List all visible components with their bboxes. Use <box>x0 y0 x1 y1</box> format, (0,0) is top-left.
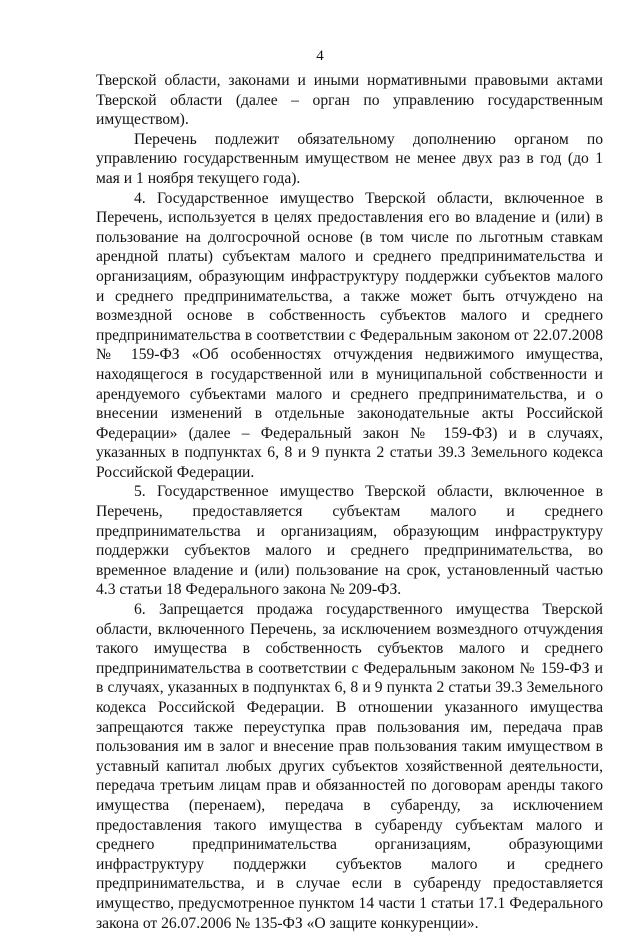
paragraph-item-4: 4. Государственное имущество Тверской области, включенное в Перечень, используется в целях предоставления его во владение и (или) в пользование на долгосрочной основе (в том числе по льготным ставкам арендной платы) субъектам малого и среднего предпринимательства и организациям, образующим инфраструктуру поддержки субъектов малого и среднего предпринимательства, а также может быть отчуждено на возмездной основе в собственность субъектов малого и среднего предпринимательства в соответствии с Федеральным законом от 22.07.2008 № 159-ФЗ «Об особенностях отчуждения недвижимого имущества, находящегося в государственной или в муниципальной собственности и арендуемого субъектами малого и среднего предпринимательства, и о внесении изменений в отдельные законодательные акты Российской Федерации» (далее – Федеральный закон № 159-ФЗ) и в случаях, указанных в подпунктах 6, 8 и 9 пункта 2 статьи 39.3 Земельного кодекса Российской Федерации. <box>96 189 603 481</box>
paragraph-item-6: 6. Запрещается продажа государственного имущества Тверской области, включенного Перечень, за исключением возмездного отчуждения такого имущества в собственность субъектов малого и среднего предпринимательства в соответствии с Федеральным законом № 159-ФЗ и в случаях, указанных в подпунктах 6, 8 и 9 пункта 2 статьи 39.3 Земельного кодекса Российской Федерации. В отношении указанного имущества запрещаются также переуступка прав пользования им, передача прав пользования им в залог и внесение прав пользования таким имуществом в уставный капитал любых других субъектов хозяйственной деятельности, передача третьим лицам прав и обязанностей по договорам аренды такого имущества (перенаем), передача в субаренду, за исключением предоставления такого имущества в субаренду субъектам малого и среднего предпринимательства организациям, образующими инфраструктуру поддержки субъектов малого и среднего предпринимательства, и в случае если в субаренду предоставляется имущество, предусмотренное пунктом 14 части 1 статьи 17.1 Федерального закона от 26.07.2006 № 135-ФЗ «О защите конкуренции». <box>96 601 603 932</box>
paragraph-item-5: 5. Государственное имущество Тверской области, включенное в Перечень, предоставляется субъектам малого и среднего предпринимательства и организациям, образующим инфраструктуру поддержки субъектов малого и среднего предпринимательства, во временное владение и (или) пользование на срок, установленный частью 4.3 статьи 18 Федерального закона № 209-ФЗ. <box>96 483 603 599</box>
document-body <box>96 71 603 933</box>
page-number: 4 <box>316 48 324 64</box>
paragraph-continuation: Тверской области, законами и иными нормативными правовыми актами Тверской области (далее – орган по управлению государственным имуществом). <box>96 72 603 129</box>
paragraph-list-supplement: Перечень подлежит обязательному дополнению органом по управлению государственным имуществом не менее двух раз в год (до 1 мая и 1 ноября текущего года). <box>96 130 603 187</box>
